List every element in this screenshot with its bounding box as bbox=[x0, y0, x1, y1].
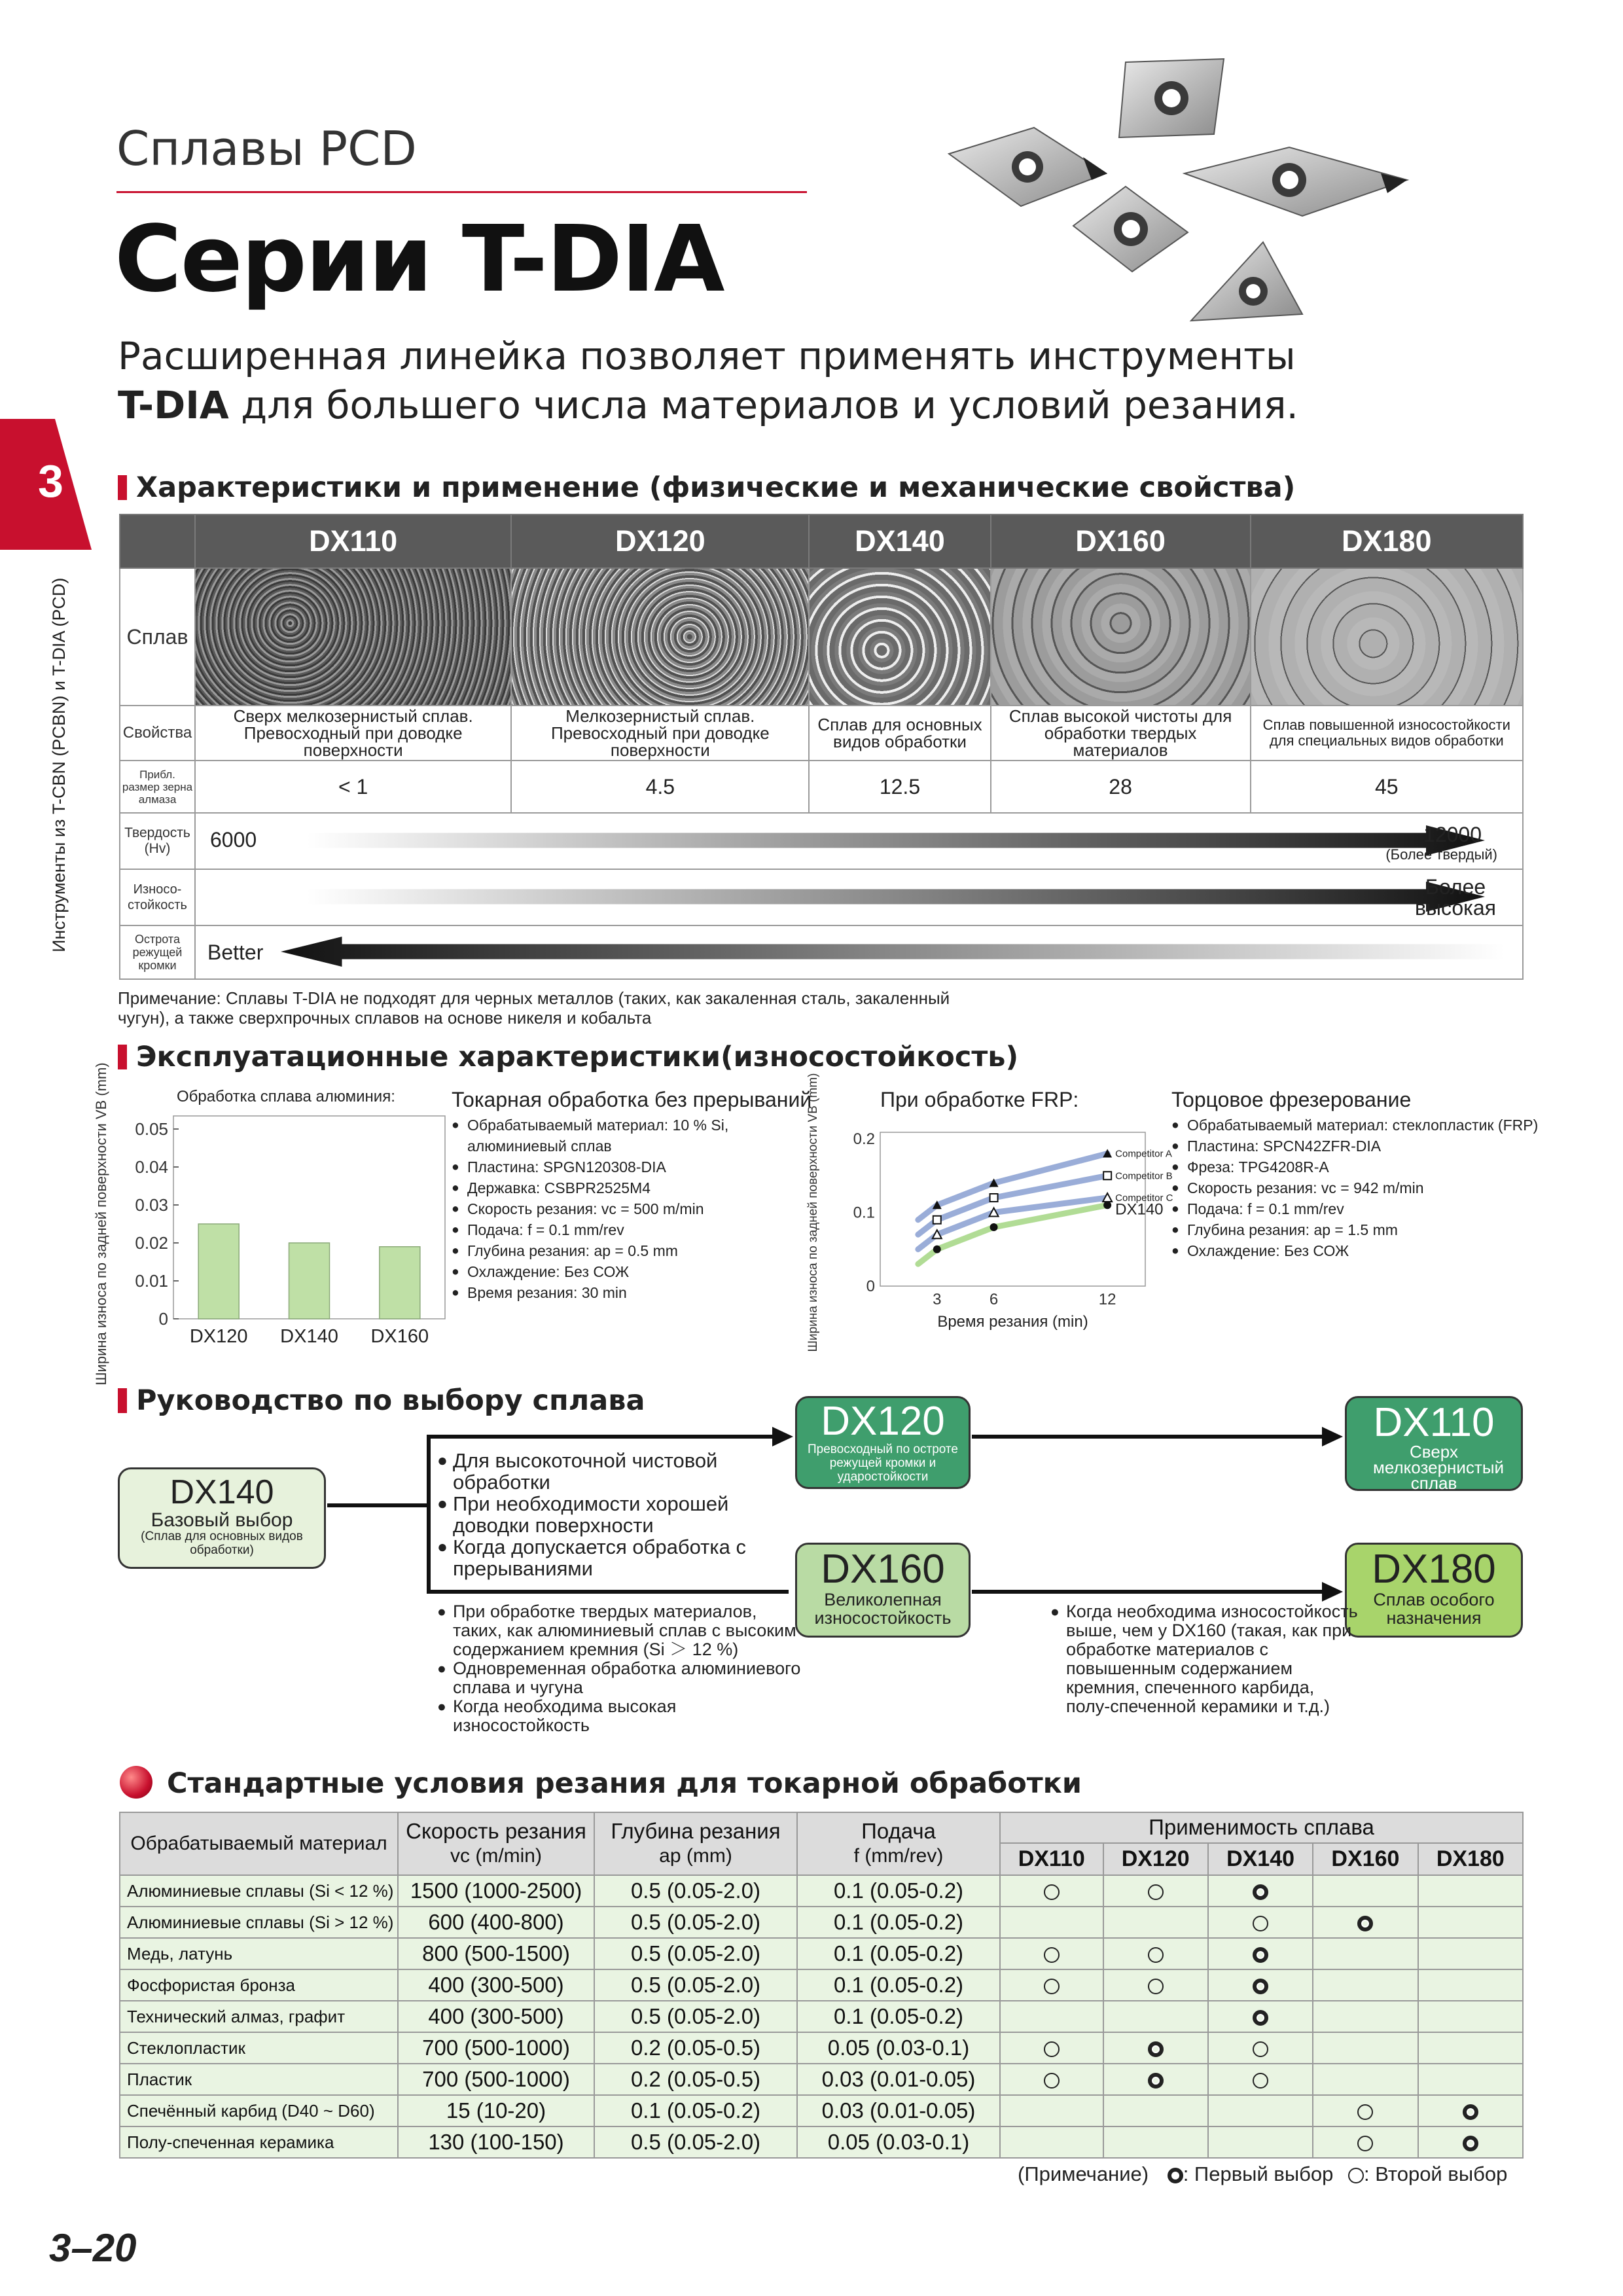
cond-applicability bbox=[1208, 1969, 1313, 2001]
data-point bbox=[990, 1223, 998, 1231]
milling-item: ● Скорость резания: vc = 942 m/min bbox=[1171, 1177, 1564, 1198]
cond-applicability bbox=[1208, 2064, 1313, 2095]
grade-header: DX120 bbox=[511, 514, 809, 568]
cond-feed: 0.03 (0.01-0.05) bbox=[797, 2064, 1000, 2095]
side-tab-number: 3 bbox=[38, 456, 63, 507]
lower-condition: ● При обработке твердых материалов, таких, как алюминиевый сплав с высоким содержанием кремния (Si ＞ 12 %) bbox=[437, 1602, 804, 1659]
cond-feed: 0.05 (0.03-0.1) bbox=[797, 2126, 1000, 2158]
cond-applicability bbox=[1103, 2095, 1208, 2126]
second-choice-icon bbox=[1148, 1884, 1164, 1900]
cond-row bbox=[120, 1969, 1523, 2001]
cond-applicability bbox=[1313, 1907, 1418, 1938]
prop-cell: Мелкозернистый сплав. Превосходный при доводке поверхности bbox=[511, 706, 809, 761]
data-point bbox=[990, 1194, 998, 1202]
x-tick-label: DX140 bbox=[280, 1326, 338, 1347]
cond-body bbox=[120, 1875, 1523, 2158]
y-axis-label: Ширина износа по задней поверхности VB (mm) bbox=[806, 1073, 820, 1352]
cutting-conditions-table bbox=[119, 1812, 1524, 2159]
first-choice-icon bbox=[1357, 1916, 1373, 1931]
grade-header: DX140 bbox=[809, 514, 990, 568]
series-label: Competitor B bbox=[1115, 1170, 1173, 1182]
grade-col: DX160 bbox=[1313, 1843, 1418, 1875]
cond-applicability bbox=[1313, 2064, 1418, 2095]
dx140-label: DX140 bbox=[169, 1473, 274, 1511]
milling-block bbox=[1171, 1088, 1564, 1261]
lower-condition: ● Когда необходима высокая износостойкость bbox=[437, 1697, 804, 1735]
second-choice-icon bbox=[1148, 1979, 1164, 1994]
lower-condition: ● Одновременная обработка алюминиевого сплава и чугуна bbox=[437, 1659, 804, 1697]
selection-box-dx180 bbox=[1345, 1543, 1523, 1638]
dx120-label: DX120 bbox=[821, 1399, 945, 1444]
depth-unit: ap (mm) bbox=[659, 1845, 732, 1867]
section2-title-text: Эксплуатационные характеристики(износостойкость) bbox=[136, 1041, 1019, 1073]
cond-applicability bbox=[1313, 2126, 1418, 2158]
edge-arrow bbox=[281, 937, 1505, 967]
wear-scale bbox=[195, 869, 1523, 925]
cond-material: Алюминиевые сплавы (Si > 12 %) bbox=[120, 1907, 398, 1938]
y-tick-label: 0 bbox=[158, 1309, 168, 1329]
x-tick-label: DX160 bbox=[370, 1326, 429, 1347]
cond-applicability bbox=[1313, 1938, 1418, 1969]
hardness-max-note: (Более твердый) bbox=[1385, 846, 1497, 863]
second-choice-icon bbox=[1348, 2168, 1364, 2183]
turning-item: ● Глубина резания: ap = 0.5 mm bbox=[452, 1240, 831, 1261]
cond-material: Пластик bbox=[120, 2064, 398, 2095]
cond-row bbox=[120, 1938, 1523, 1969]
hardness-min: 6000 bbox=[210, 828, 257, 852]
speed-unit: vc (m/min) bbox=[450, 1845, 542, 1867]
cond-feed: 0.1 (0.05-0.2) bbox=[797, 1907, 1000, 1938]
second-choice-icon bbox=[1357, 2104, 1373, 2120]
edge-scale bbox=[195, 925, 1523, 979]
cond-applicability bbox=[1208, 2032, 1313, 2064]
grain-cell: < 1 bbox=[195, 761, 511, 813]
microstructure-image-dx180 bbox=[1251, 568, 1523, 706]
cond-applicability bbox=[1418, 1875, 1523, 1907]
grain-cell: 45 bbox=[1251, 761, 1523, 813]
dx160-desc: Великолепная износостойкость bbox=[814, 1590, 952, 1628]
cond-speed: 400 (300-500) bbox=[398, 2001, 594, 2032]
y-tick-label: 0.05 bbox=[135, 1119, 168, 1139]
cond-material: Алюминиевые сплавы (Si < 12 %) bbox=[120, 1875, 398, 1907]
insert-bottom bbox=[1191, 242, 1302, 321]
cond-applicability bbox=[1208, 2001, 1313, 2032]
second-choice-icon bbox=[1044, 1884, 1060, 1900]
cond-depth: 0.5 (0.05-2.0) bbox=[594, 1875, 797, 1907]
cond-depth: 0.2 (0.05-0.5) bbox=[594, 2032, 797, 2064]
bar bbox=[289, 1243, 330, 1319]
cond-speed: 130 (100-150) bbox=[398, 2126, 594, 2158]
cond-applicability bbox=[1103, 2001, 1208, 2032]
corner-cell bbox=[120, 514, 195, 568]
legend-second: : Второй выбор bbox=[1363, 2162, 1508, 2185]
page-title: Серии T-DIA bbox=[115, 206, 724, 313]
hardness-scale bbox=[195, 813, 1523, 869]
section1-title bbox=[118, 471, 1295, 504]
series-label: Competitor C bbox=[1115, 1193, 1173, 1204]
grade-header: DX160 bbox=[991, 514, 1251, 568]
alloy-note: Примечание: Сплавы T-DIA не подходят для черных металлов (таких, как закаленная сталь, закаленный чугун), а также сверхпрочных сплавов на основе никеля и кобальта bbox=[118, 988, 950, 1028]
subtitle-line-1: Расширенная линейка позволяет применять инструменты bbox=[118, 334, 1296, 378]
row-label-alloy: Сплав bbox=[120, 568, 195, 706]
y-tick-label: 0.04 bbox=[135, 1157, 168, 1177]
cond-speed: 800 (500-1500) bbox=[398, 1938, 594, 1969]
turning-item: ● Пластина: SPGN120308-DIA bbox=[452, 1157, 831, 1177]
upper-condition: ● Для высокоточной чистовой обработки bbox=[437, 1450, 777, 1493]
cond-depth: 0.2 (0.05-0.5) bbox=[594, 2064, 797, 2095]
second-choice-icon bbox=[1044, 2073, 1060, 2089]
data-point bbox=[1103, 1172, 1111, 1179]
milling-item: ● Подача: f = 0.1 mm/rev bbox=[1171, 1198, 1564, 1219]
second-choice-icon bbox=[1044, 2041, 1060, 2057]
cond-applicability bbox=[1418, 1907, 1523, 1938]
series-label: Competitor A bbox=[1115, 1148, 1172, 1160]
cond-applicability bbox=[1103, 2064, 1208, 2095]
grade-col: DX180 bbox=[1418, 1843, 1523, 1875]
upper-conditions bbox=[437, 1450, 777, 1579]
cond-feed: 0.1 (0.05-0.2) bbox=[797, 1969, 1000, 2001]
bar bbox=[380, 1247, 420, 1319]
row-label-props: Свойства bbox=[120, 706, 195, 761]
first-choice-icon bbox=[1253, 1979, 1268, 1994]
grain-cell: 12.5 bbox=[809, 761, 990, 813]
col-material: Обрабатываемый материал bbox=[120, 1812, 398, 1875]
cond-applicability bbox=[1208, 2126, 1313, 2158]
col-depth bbox=[594, 1812, 797, 1875]
selection-box-dx120 bbox=[795, 1396, 971, 1489]
cond-depth: 0.5 (0.05-2.0) bbox=[594, 1969, 797, 2001]
section-marker bbox=[118, 475, 127, 500]
cond-header-row bbox=[120, 1812, 1523, 1843]
dx140-line2: (Сплав для основных видов обработки) bbox=[141, 1530, 303, 1557]
cond-material: Спечённый карбид (D40 ~ D60) bbox=[120, 2095, 398, 2126]
cond-applicability bbox=[1000, 2001, 1103, 2032]
dx180-desc: Сплав особого назначения bbox=[1373, 1590, 1495, 1628]
grain-cell: 4.5 bbox=[511, 761, 809, 813]
small-title: Сплавы PCD bbox=[116, 121, 417, 176]
wear-arrow bbox=[307, 882, 1485, 912]
prop-cell: Сплав для основных видов обработки bbox=[809, 706, 990, 761]
microstructure-image-dx110 bbox=[195, 568, 511, 706]
second-choice-icon bbox=[1148, 1947, 1164, 1963]
prop-cell: Сплав повышенной износостойкости для специальных видов обработки bbox=[1251, 706, 1523, 761]
grade-header: DX110 bbox=[195, 514, 511, 568]
cond-applicability bbox=[1103, 1907, 1208, 1938]
edge-better: Better bbox=[207, 941, 264, 964]
microstructure-image-dx120 bbox=[511, 568, 809, 706]
second-choice-icon bbox=[1253, 2073, 1268, 2089]
grade-col: DX110 bbox=[1000, 1843, 1103, 1875]
first-choice-icon bbox=[1148, 2041, 1164, 2057]
y-tick-label: 0.03 bbox=[135, 1195, 168, 1215]
cond-speed: 400 (300-500) bbox=[398, 1969, 594, 2001]
milling-item: ● Обрабатываемый материал: стеклопластик (FRP) bbox=[1171, 1115, 1564, 1136]
second-choice-icon bbox=[1253, 1916, 1268, 1931]
first-choice-icon bbox=[1168, 2168, 1183, 2183]
col-feed bbox=[797, 1812, 1000, 1875]
cond-applicability bbox=[1418, 2032, 1523, 2064]
cond-row bbox=[120, 2095, 1523, 2126]
hardness-arrow bbox=[307, 825, 1485, 855]
depth-label: Глубина резания bbox=[611, 1819, 781, 1843]
subtitle-line-2 bbox=[118, 383, 1298, 427]
turning-item: ● Скорость резания: vc = 500 m/min bbox=[452, 1198, 831, 1219]
cond-applicability bbox=[1418, 2126, 1523, 2158]
grade-header-row bbox=[120, 514, 1523, 568]
cond-applicability bbox=[1103, 1969, 1208, 2001]
wear-max: Более высокая bbox=[1415, 875, 1496, 920]
cond-depth: 0.1 (0.05-0.2) bbox=[594, 2095, 797, 2126]
bar-chart-title: Обработка сплава алюминия: bbox=[177, 1088, 395, 1105]
cond-feed: 0.1 (0.05-0.2) bbox=[797, 2001, 1000, 2032]
frp-chart-title: При обработке FRP: bbox=[880, 1088, 1079, 1111]
cond-speed: 700 (500-1000) bbox=[398, 2064, 594, 2095]
first-choice-icon bbox=[1253, 1947, 1268, 1963]
alloy-row bbox=[120, 568, 1523, 706]
cond-speed: 600 (400-800) bbox=[398, 1907, 594, 1938]
first-choice-icon bbox=[1148, 2073, 1164, 2089]
cond-applicability bbox=[1208, 1938, 1313, 1969]
selection-box-dx110 bbox=[1345, 1396, 1523, 1491]
milling-item: ● Фреза: TPG4208R-A bbox=[1171, 1157, 1564, 1177]
hardness-row bbox=[120, 813, 1523, 869]
x-axis-label: Время резания (min) bbox=[937, 1313, 1088, 1331]
cond-applicability bbox=[1208, 2095, 1313, 2126]
cond-depth: 0.5 (0.05-2.0) bbox=[594, 1907, 797, 1938]
first-choice-icon bbox=[1253, 2010, 1268, 2026]
col-applicability: Применимость сплава bbox=[1000, 1812, 1523, 1843]
props-row bbox=[120, 706, 1523, 761]
upper-condition: ● Когда допускается обработка с прерываниями bbox=[437, 1536, 777, 1579]
selection-box-dx140 bbox=[118, 1467, 326, 1569]
dx160-label: DX160 bbox=[821, 1547, 945, 1592]
hardness-max: 12000 bbox=[1423, 823, 1482, 846]
cond-applicability bbox=[1000, 2032, 1103, 2064]
first-choice-icon bbox=[1463, 2136, 1478, 2151]
insert-images bbox=[936, 46, 1446, 334]
second-choice-icon bbox=[1044, 1947, 1060, 1963]
series-label: DX140 bbox=[1115, 1200, 1164, 1219]
section-marker bbox=[118, 1045, 127, 1069]
feed-unit: f (mm/rev) bbox=[853, 1845, 944, 1867]
cond-applicability bbox=[1208, 1907, 1313, 1938]
cond-row bbox=[120, 2126, 1523, 2158]
second-choice-icon bbox=[1044, 1979, 1060, 1994]
microstructure-image-dx140 bbox=[809, 568, 990, 706]
grain-cell: 28 bbox=[991, 761, 1251, 813]
milling-list bbox=[1171, 1115, 1564, 1261]
cond-applicability bbox=[1313, 1875, 1418, 1907]
col-speed bbox=[398, 1812, 594, 1875]
cond-material: Стеклопластик bbox=[120, 2032, 398, 2064]
grade-header: DX180 bbox=[1251, 514, 1523, 568]
cond-material: Медь, латунь bbox=[120, 1938, 398, 1969]
right-condition: ● Когда необходима износостойкость выше, чем у DX160 (такая, как при обработке материалов с повышенным содержанием кремния, спеченного карбида, полу-спеченной керамики и т.д.) bbox=[1050, 1602, 1358, 1716]
dx120-desc: Превосходный по остроте режущей кромки и ударостойкости bbox=[808, 1443, 958, 1484]
milling-item: ● Глубина резания: ap = 1.5 mm bbox=[1171, 1219, 1564, 1240]
cond-applicability bbox=[1313, 2095, 1418, 2126]
cond-row bbox=[120, 1875, 1523, 1907]
y-tick-label: 0.01 bbox=[135, 1271, 168, 1291]
cond-applicability bbox=[1418, 2001, 1523, 2032]
upper-condition: ● При необходимости хорошей доводки поверхности bbox=[437, 1493, 777, 1536]
cond-applicability bbox=[1313, 2032, 1418, 2064]
insert-center bbox=[1073, 187, 1188, 272]
section2-title bbox=[118, 1041, 1018, 1073]
selection-box-dx160 bbox=[795, 1543, 971, 1638]
second-choice-icon bbox=[1253, 2041, 1268, 2057]
wear-row bbox=[120, 869, 1523, 925]
dx180-label: DX180 bbox=[1372, 1547, 1496, 1592]
subtitle-rest: для большего числа материалов и условий резания. bbox=[228, 383, 1298, 427]
page-number: 3–20 bbox=[49, 2226, 137, 2270]
properties-table bbox=[119, 514, 1524, 980]
turning-item: ● Охлаждение: Без СОЖ bbox=[452, 1261, 831, 1282]
subtitle-brand: T-DIA bbox=[118, 383, 229, 427]
cond-applicability bbox=[1103, 1938, 1208, 1969]
y-axis-label: Ширина износа по задней поверхности VB (mm) bbox=[93, 1062, 109, 1386]
lower-conditions bbox=[437, 1602, 804, 1735]
side-vertical-text: Инструменты из T-CBN (PCBN) и T-DIA (PCD) bbox=[49, 577, 69, 952]
x-tick-label: 3 bbox=[933, 1291, 942, 1308]
speed-label: Скорость резания bbox=[406, 1819, 586, 1843]
first-choice-icon bbox=[1463, 2104, 1478, 2120]
cond-feed: 0.1 (0.05-0.2) bbox=[797, 1938, 1000, 1969]
cond-speed: 15 (10-20) bbox=[398, 2095, 594, 2126]
cond-applicability bbox=[1103, 1875, 1208, 1907]
legend bbox=[1018, 2162, 1507, 2186]
section3-title-text: Руководство по выбору сплава bbox=[136, 1384, 645, 1417]
milling-item: ● Охлаждение: Без СОЖ bbox=[1171, 1240, 1564, 1261]
cond-applicability bbox=[1000, 1875, 1103, 1907]
dx110-label: DX110 bbox=[1373, 1400, 1495, 1445]
turning-list bbox=[452, 1115, 831, 1303]
cond-row bbox=[120, 2001, 1523, 2032]
grade-col: DX120 bbox=[1103, 1843, 1208, 1875]
cond-applicability bbox=[1000, 1969, 1103, 2001]
cond-depth: 0.5 (0.05-2.0) bbox=[594, 1938, 797, 1969]
prop-cell: Сплав высокой чистоты для обработки твердых материалов bbox=[991, 706, 1251, 761]
cond-applicability bbox=[1000, 2126, 1103, 2158]
second-choice-icon bbox=[1357, 2136, 1373, 2151]
cond-applicability bbox=[1313, 2001, 1418, 2032]
insert-left bbox=[949, 128, 1107, 206]
data-point bbox=[933, 1246, 941, 1253]
section4-title: Стандартные условия резания для токарной обработки bbox=[167, 1767, 1082, 1800]
cond-feed: 0.1 (0.05-0.2) bbox=[797, 1875, 1000, 1907]
cond-row bbox=[120, 2064, 1523, 2095]
cond-applicability bbox=[1418, 1969, 1523, 2001]
row-label-wear: Износо- стойкость bbox=[120, 869, 195, 925]
x-tick-label: DX120 bbox=[189, 1326, 248, 1347]
feed-label: Подача bbox=[861, 1819, 936, 1843]
section4-marker bbox=[120, 1766, 152, 1799]
cond-row bbox=[120, 1907, 1523, 1938]
turning-block bbox=[452, 1088, 831, 1303]
x-tick-label: 6 bbox=[989, 1291, 999, 1308]
cond-applicability bbox=[1000, 2095, 1103, 2126]
milling-item: ● Пластина: SPCN42ZFR-DIA bbox=[1171, 1136, 1564, 1157]
bar bbox=[198, 1224, 239, 1319]
section-marker bbox=[118, 1388, 127, 1413]
cond-material: Полу-спеченная керамика bbox=[120, 2126, 398, 2158]
first-choice-icon bbox=[1253, 1884, 1268, 1900]
cond-applicability bbox=[1313, 1969, 1418, 2001]
dx140-line1: Базовый выбор bbox=[151, 1509, 293, 1531]
cond-speed: 700 (500-1000) bbox=[398, 2032, 594, 2064]
cond-applicability bbox=[1208, 1875, 1313, 1907]
y-tick-label: 0.2 bbox=[853, 1130, 875, 1148]
dx110-desc: Сверх мелкозернистый сплав bbox=[1373, 1442, 1505, 1493]
y-tick-label: 0.1 bbox=[853, 1204, 875, 1222]
section3-title bbox=[118, 1384, 645, 1417]
section1-title-text: Характеристики и применение (физические и механические свойства) bbox=[136, 471, 1296, 504]
y-tick-label: 0.02 bbox=[135, 1233, 168, 1253]
cond-applicability bbox=[1418, 1938, 1523, 1969]
turning-item: ● Подача: f = 0.1 mm/rev bbox=[452, 1219, 831, 1240]
legend-note: (Примечание) bbox=[1018, 2162, 1149, 2185]
edge-row bbox=[120, 925, 1523, 979]
insert-right bbox=[1185, 147, 1407, 216]
data-point bbox=[933, 1216, 941, 1224]
cond-material: Фосфористая бронза bbox=[120, 1969, 398, 2001]
cond-depth: 0.5 (0.05-2.0) bbox=[594, 2126, 797, 2158]
right-conditions bbox=[1050, 1602, 1358, 1716]
row-label-grain: Прибл. размер зерна алмаза bbox=[120, 761, 195, 813]
turning-item: ● Время резания: 30 min bbox=[452, 1282, 831, 1303]
turning-title: Токарная обработка без прерываний bbox=[452, 1088, 812, 1111]
cond-applicability bbox=[1103, 2032, 1208, 2064]
y-tick-label: 0 bbox=[866, 1278, 875, 1295]
cond-row bbox=[120, 2032, 1523, 2064]
grain-row bbox=[120, 761, 1523, 813]
turning-item: ● Державка: CSBPR2525M4 bbox=[452, 1177, 831, 1198]
cond-applicability bbox=[1418, 2064, 1523, 2095]
row-label-edge: Острота режущей кромки bbox=[120, 925, 195, 979]
prop-cell: Сверх мелкозернистый сплав. Превосходный при доводке поверхности bbox=[195, 706, 511, 761]
turning-item: ● Обрабатываемый материал: 10 % Si, алюминиевый сплав bbox=[452, 1115, 831, 1157]
cond-applicability bbox=[1000, 2064, 1103, 2095]
cond-applicability bbox=[1000, 1907, 1103, 1938]
cond-applicability bbox=[1103, 2126, 1208, 2158]
x-tick-label: 12 bbox=[1098, 1291, 1116, 1308]
cond-depth: 0.5 (0.05-2.0) bbox=[594, 2001, 797, 2032]
cond-speed: 1500 (1000-2500) bbox=[398, 1875, 594, 1907]
microstructure-image-dx160 bbox=[991, 568, 1251, 706]
header-rule bbox=[116, 191, 807, 193]
insert-top bbox=[1119, 59, 1224, 137]
cond-feed: 0.05 (0.03-0.1) bbox=[797, 2032, 1000, 2064]
cond-feed: 0.03 (0.01-0.05) bbox=[797, 2095, 1000, 2126]
cond-applicability bbox=[1000, 1938, 1103, 1969]
legend-first: : Первый выбор bbox=[1183, 2162, 1334, 2185]
milling-title: Торцовое фрезерование bbox=[1171, 1088, 1412, 1111]
cond-material: Технический алмаз, графит bbox=[120, 2001, 398, 2032]
grade-col: DX140 bbox=[1208, 1843, 1313, 1875]
row-label-hardness: Твердость (Hv) bbox=[120, 813, 195, 869]
data-point bbox=[1103, 1201, 1111, 1209]
cond-applicability bbox=[1418, 2095, 1523, 2126]
